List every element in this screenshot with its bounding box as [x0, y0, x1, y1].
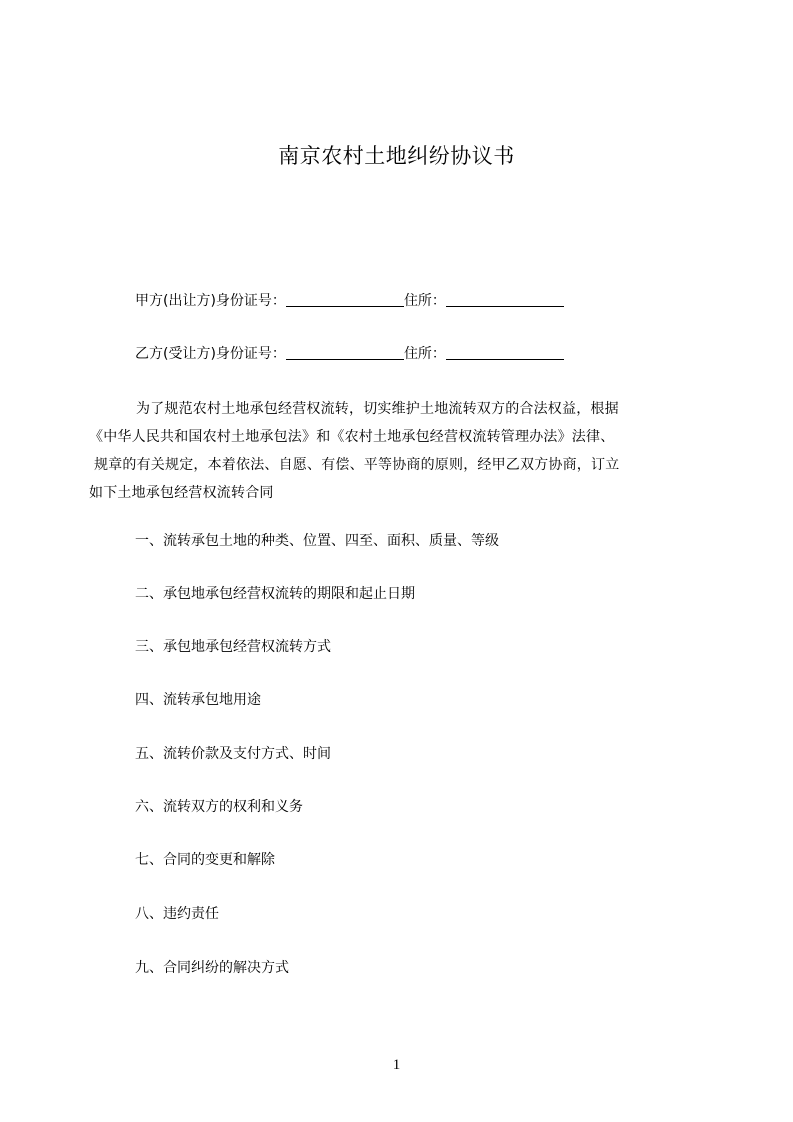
party-b-address-label: 住所： — [403, 346, 446, 362]
section-heading: 二、承包地承包经营权流转的期限和起止日期 — [135, 586, 415, 602]
party-a-id-label: 甲方(出让方)身份证号： — [135, 293, 286, 309]
section-heading: 四、流转承包地用途 — [135, 692, 261, 708]
section-heading: 一、流转承包土地的种类、位置、四至、面积、质量、等级 — [135, 533, 499, 549]
preamble-line: 如下土地承包经营权流转合同 — [89, 485, 274, 501]
preamble-line: 规章的有关规定，本着依法、自愿、有偿、平等协商的原则，经甲乙双方协商，订立 — [94, 457, 620, 473]
party-a-address-label: 住所： — [403, 293, 446, 309]
party-a-id-blank — [286, 292, 404, 307]
section-heading: 八、违约责任 — [135, 906, 219, 922]
section-heading: 七、合同的变更和解除 — [135, 852, 275, 868]
section-heading: 五、流转价款及支付方式、时间 — [135, 746, 331, 762]
preamble-paragraph — [89, 395, 704, 507]
party-a-line — [135, 291, 564, 311]
preamble-line: 《中华人民共和国农村土地承包法》和《农村土地承包经营权流转管理办法》法律、 — [89, 429, 615, 445]
section-heading: 三、承包地承包经营权流转方式 — [135, 639, 331, 655]
document-title: 南京农村土地纠纷协议书 — [278, 144, 515, 168]
section-heading: 九、合同纠纷的解决方式 — [135, 960, 289, 976]
preamble-line: 为了规范农村土地承包经营权流转，切实维护土地流转双方的合法权益，根据 — [136, 401, 619, 417]
party-b-address-blank — [446, 345, 564, 360]
party-a-address-blank — [446, 292, 564, 307]
party-b-line — [135, 344, 564, 364]
section-heading: 六、流转双方的权利和义务 — [135, 799, 303, 815]
party-b-id-blank — [286, 345, 404, 360]
page-number: 1 — [392, 1057, 401, 1073]
party-b-id-label: 乙方(受让方)身份证号： — [135, 346, 286, 362]
